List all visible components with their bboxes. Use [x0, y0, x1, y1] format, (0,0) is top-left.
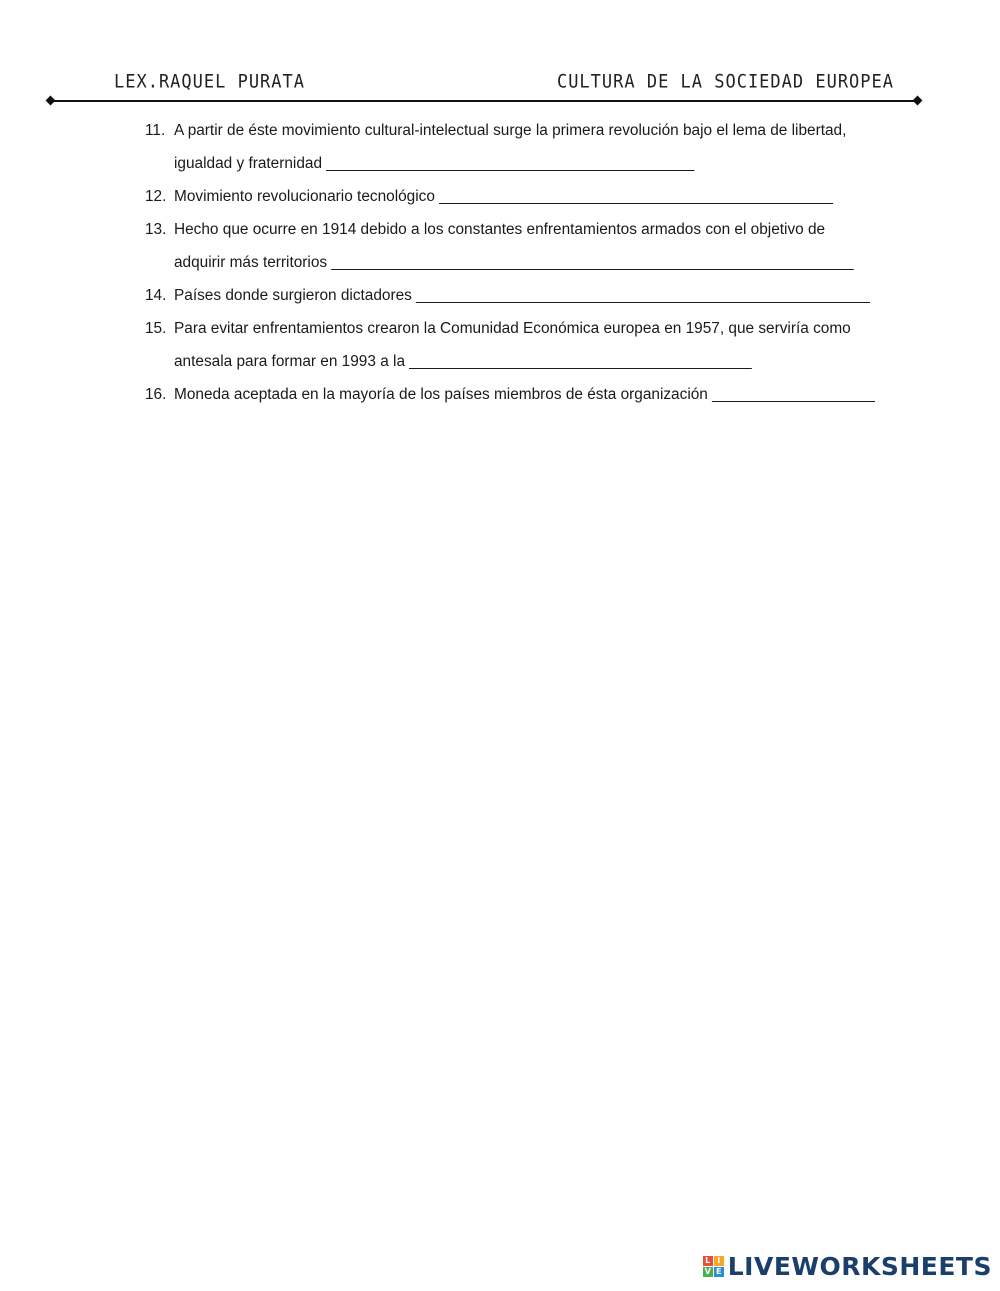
- question-14: [145, 279, 915, 312]
- question-11: [145, 114, 915, 180]
- question-list: [145, 114, 915, 411]
- logo-letter-i: I: [714, 1256, 724, 1266]
- question-number: 16.: [145, 386, 167, 403]
- question-text-answer-line[interactable]: Países donde surgieron dictadores _____________________________________________________: [174, 287, 870, 304]
- logo-letter-l: L: [703, 1256, 713, 1266]
- question-text-answer-line[interactable]: Moneda aceptada en la mayoría de los países miembros de ésta organización ___________________: [174, 386, 875, 403]
- question-16: [145, 378, 915, 411]
- header-author: LEX.RAQUEL PURATA: [114, 71, 305, 93]
- liveworksheets-logo[interactable]: [703, 1252, 992, 1281]
- question-13: [145, 213, 915, 279]
- question-text-answer-line[interactable]: adquirir más territorios _____________________________________________________________: [174, 254, 854, 271]
- question-text: A partir de éste movimiento cultural-intelectual surge la primera revolución bajo el lema de libertad,: [174, 122, 847, 139]
- question-number: 12.: [145, 188, 167, 205]
- question-text-answer-line[interactable]: igualdad y fraternidad ___________________________________________: [174, 155, 695, 172]
- logo-letter-v: V: [704, 1267, 711, 1276]
- question-number: 11.: [145, 122, 166, 139]
- question-number: 13.: [145, 221, 167, 238]
- rule-right-diamond: [913, 96, 923, 106]
- logo-letter-e: E: [714, 1267, 724, 1277]
- question-text-answer-line[interactable]: Movimiento revolucionario tecnológico ______________________________________________: [174, 188, 833, 205]
- question-12: [145, 180, 915, 213]
- header-divider: [51, 100, 917, 102]
- question-number: 15.: [145, 320, 167, 337]
- question-number: 14.: [145, 287, 167, 304]
- header-subject: CULTURA DE LA SOCIEDAD EUROPEA: [556, 71, 894, 93]
- logo-wordmark: LIVEWORKSHEETS: [727, 1252, 992, 1281]
- question-text: Para evitar enfrentamientos crearon la Comunidad Económica europea en 1957, que serviría como: [174, 320, 851, 337]
- question-text: Hecho que ocurre en 1914 debido a los constantes enfrentamientos armados con el objetivo de: [174, 221, 826, 238]
- question-text-answer-line[interactable]: antesala para formar en 1993 a la ________________________________________: [174, 353, 752, 370]
- logo-icon: [703, 1256, 724, 1277]
- question-15: [145, 312, 915, 378]
